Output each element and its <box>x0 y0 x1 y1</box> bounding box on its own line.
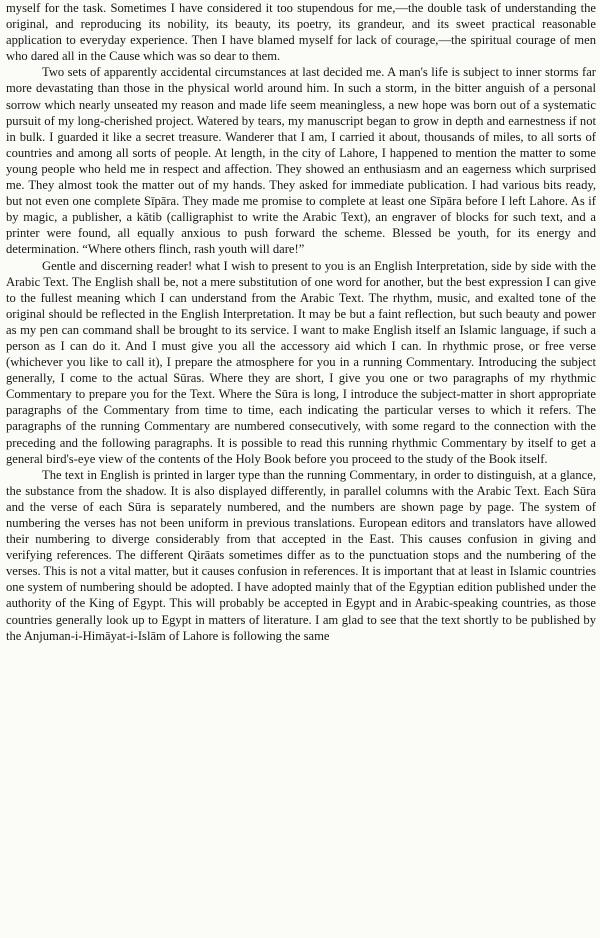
paragraph-text-in-english: The text in English is printed in larger type than the running Commentary, in order to distinguish, at a glance, the substance from the shadow. It is also displayed differently, in parallel columns with the Arabic Text. Each Sūra and the verse of each Sūra is separately numbered, and the numbers are shown page by page. The system of numbering the verses has not been uniform in previous translations. European editors and translators have allowed their numbering to diverge considerably from that accepted in the East. This causes confusion in giving and verifying references. The different Qirāats sometimes differ as to the punctuation stops and the numbering of the verses. This is not a vital matter, but it causes confusion in references. It is important that at least in Islamic countries one system of numbering should be adopted. I have adopted mainly that of the Egyptian edition published under the authority of the King of Egypt. This will probably be accepted in Egypt and in Arabic-speaking countries, as those countries generally look up to Egypt in matters of literature. I am glad to see that the text shortly to be published by the Anjuman-i-Himāyat-i-Islām of Lahore is following the same <box>6 467 596 643</box>
paragraph-circumstances: Two sets of apparently accidental circumstances at last decided me. A man's life is subject to inner storms far more devastating than those in the physical world around him. In such a storm, in the bitter anguish of a personal sorrow which nearly unseated my reason and made life seem meaningless, a new hope was born out of a systematic pursuit of my long-cherished project. Watered by tears, my manuscript began to grow in depth and earnestness if not in bulk. I guarded it like a secret treasure. Wanderer that I am, I carried it about, thousands of miles, to all sorts of countries and among all sorts of people. At length, in the city of Lahore, I happened to mention the matter to some young people who held me in respect and affection. They showed an enthusiasm and an eagerness which surprised me. They almost took the matter out of my hands. They asked for immediate publication. I had various bits ready, but not even one complete Sīpāra. They made me promise to complete at least one Sīpāra before I left Lahore. As if by magic, a publisher, a kātib (calligraphist to write the Arabic Text), an engraver of blocks for such text, and a printer were found, all equally anxious to push forward the scheme. Blessed be youth, for its energy and determination. “Where others flinch, rash youth will dare!” <box>6 65 596 257</box>
paragraph-continuation: myself for the task. Sometimes I have considered it too stupendous for me,—the double task of understanding the original, and reproducing its nobility, its beauty, its poetry, its grandeur, and its sweet practical reasonable application to everyday experience. Then I have blamed myself for lack of courage,—the spiritual courage of men who dared all in the Cause which was so dear to them. <box>6 1 596 64</box>
paragraph-gentle-reader: Gentle and discerning reader! what I wish to present to you is an English Interpretation, side by side with the Arabic Text. The English shall be, not a mere substitution of one word for another, but the best expression I can give to the fullest meaning which I can understand from the Arabic Text. The rhythm, music, and exalted tone of the original should be reflected in the English Interpretation. It may be but a faint reflection, but such beauty and power as my pen can command shall be brought to its service. I want to make English itself an Islamic language, if such a person as I can do it. And I must give you all the accessory aid which I can. In rhythmic prose, or free verse (whichever you like to call it), I prepare the atmosphere for you in a running Commentary. Introducing the subject generally, I come to the actual Sūras. Where they are short, I give you one or two paragraphs of my rhythmic Commentary to prepare you for the Text. Where the Sūra is long, I introduce the subject-matter in short appropriate paragraphs of the Commentary from time to time, each indicating the particular verses to which it refers. The paragraphs of the running Commentary are numbered consecutively, with some regard to the connection with the preceding and the following paragraphs. It is possible to read this running rhythmic Commentary by itself to get a general bird's-eye view of the contents of the Holy Book before you proceed to the study of the Book itself. <box>6 258 596 466</box>
